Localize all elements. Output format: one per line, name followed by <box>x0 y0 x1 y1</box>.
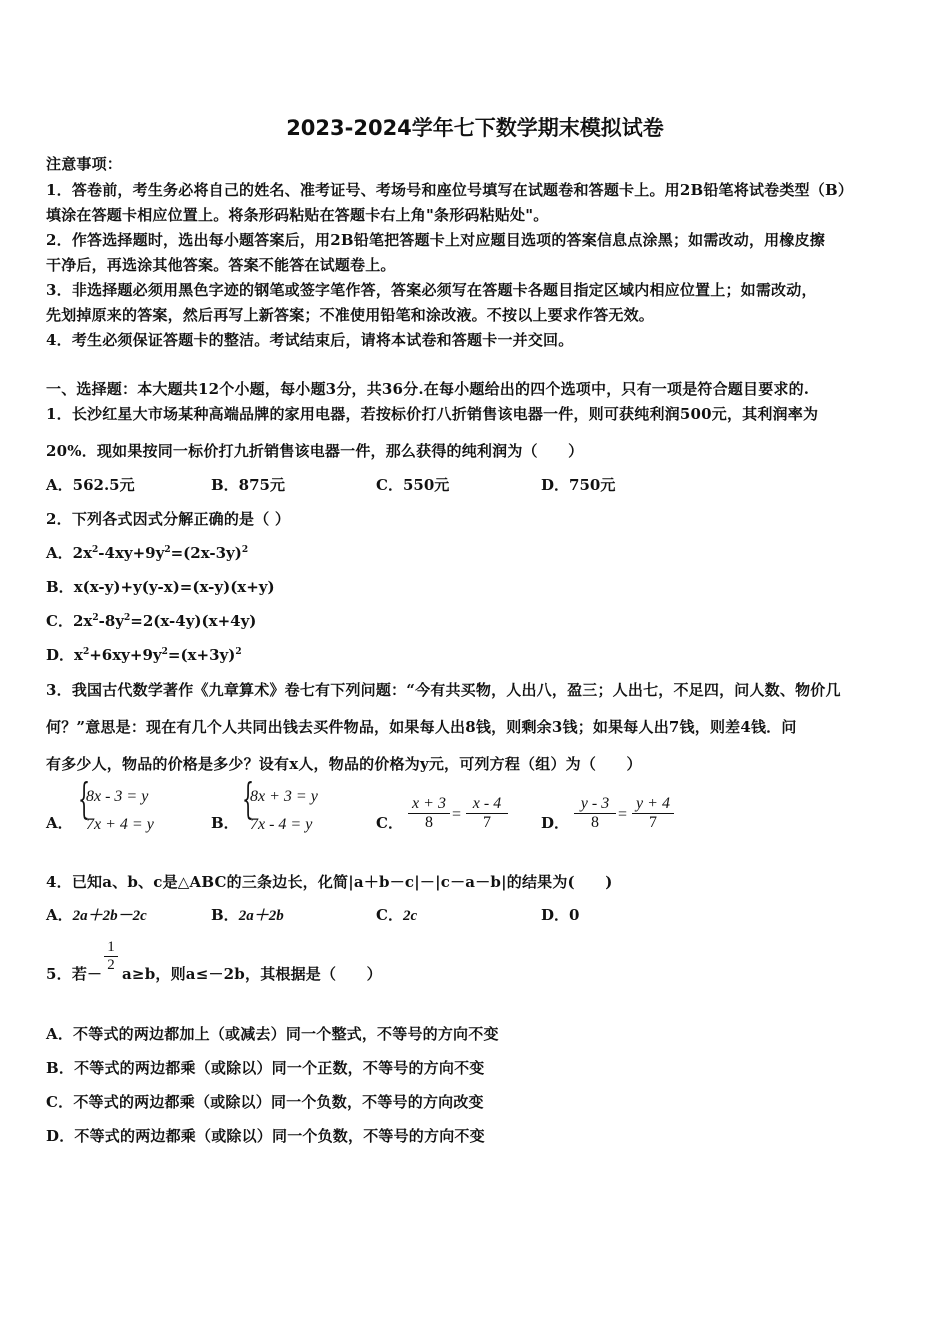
q3-stem-line2: 何？”意思是：现在有几个人共同出钱去买件物品，如果每人出8钱，则剩余3钱；如果每人出7钱，则差4钱．问 <box>46 718 797 736</box>
denominator: 2 <box>107 957 115 973</box>
q5-option-c: C．不等式的两边都乘（或除以）同一个负数，不等号的方向改变 <box>46 1093 484 1111</box>
q3-option-b-label: B． <box>211 814 239 832</box>
equation: 7x + 4 = y <box>86 816 154 833</box>
fraction-left <box>408 795 450 832</box>
denominator: 7 <box>649 814 657 831</box>
q5-option-b: B．不等式的两边都乘（或除以）同一个正数，不等号的方向不变 <box>46 1059 485 1077</box>
q1-option-c: C．550元 <box>376 476 450 494</box>
notice-line: 干净后，再选涂其他答案。答案不能答在试题卷上。 <box>46 256 396 274</box>
q1-stem-line2: 20%．现如果按同一标价打九折销售该电器一件，那么获得的纯利润为（ ） <box>46 442 584 460</box>
notice-line: 4．考生必须保证答题卡的整洁。考试结束后，请将本试卷和答题卡一并交回。 <box>46 331 574 349</box>
q5-fraction <box>104 939 118 974</box>
expr-part: 2x <box>72 612 93 630</box>
exponent: 2 <box>241 545 249 555</box>
option-value: 0 <box>569 906 580 924</box>
expr-part: x(x-y)+y(y-x)=(x-y)(x+y) <box>73 578 275 596</box>
numerator: x + 3 <box>408 795 450 814</box>
exponent: 2 <box>92 545 99 555</box>
expr-part: =(2x-3y) <box>170 544 242 562</box>
equals-sign: = <box>618 806 628 823</box>
notice-line: 2．作答选择题时，选出每小题答案后，用2B铅笔把答题卡上对应题目选项的答案信息点涂黑；如需改动，用橡皮擦 <box>46 231 825 249</box>
q2-option-d <box>46 644 242 665</box>
expr-part: =2(x-4y)(x+4y) <box>130 612 257 630</box>
option-label: A． <box>46 544 73 562</box>
q4-option-a <box>46 904 147 925</box>
q4-stem: 4．已知a、b、c是△ABC的三条边长，化简|a＋b－c|－|c－a－b|的结果为( ) <box>46 873 613 891</box>
q3-option-a-system <box>78 774 178 839</box>
option-value: 2a＋2b <box>238 908 284 924</box>
exponent: 2 <box>161 647 168 657</box>
option-value: 2a＋2b－2c <box>72 908 147 924</box>
option-label: C． <box>46 612 73 630</box>
equation: 7x - 4 = y <box>250 816 313 833</box>
section-heading: 一、选择题：本大题共12个小题，每小题3分，共36分.在每小题给出的四个选项中，只有一项是符合题目要求的. <box>46 380 810 398</box>
q3-stem-line1: 3．我国古代数学著作《九章算术》卷七有下列问题：“今有共买物，人出八，盈三；人出七，不足四，问人数、物价几 <box>46 681 841 699</box>
option-label: B． <box>211 906 239 924</box>
expr-part: +6xy+9y <box>89 646 162 664</box>
q4-option-d <box>541 904 579 925</box>
expr-part: =(x+3y) <box>167 646 236 664</box>
q4-option-b <box>211 904 284 925</box>
numerator: x - 4 <box>466 795 508 814</box>
expr-part: x <box>74 646 83 664</box>
numerator: y + 4 <box>632 795 674 814</box>
q4-option-c <box>376 904 417 925</box>
q5-stem-suffix: a≥b，则a≤－2b，其根据是（ ） <box>122 965 382 983</box>
denominator: 7 <box>483 814 491 831</box>
q3-option-b-system <box>242 774 342 839</box>
option-label: B． <box>46 578 74 596</box>
expr-part: 2x <box>72 544 93 562</box>
equals-sign: = <box>452 806 462 823</box>
brace-symbol: { <box>242 774 255 823</box>
notice-line: 1．答卷前，考生务必将自己的姓名、准考证号、考场号和座位号填写在试题卷和答题卡上。用2B铅笔将试卷类型（B） <box>46 181 854 199</box>
q2-option-b <box>46 576 275 597</box>
q1-option-a: A．562.5元 <box>46 476 135 494</box>
option-label: D． <box>541 906 570 924</box>
exponent: 2 <box>92 613 99 623</box>
q1-stem-line1: 1．长沙红星大市场某种高端品牌的家用电器，若按标价打八折销售该电器一件，则可获纯利润500元，其利润率为 <box>46 405 819 423</box>
exponent: 2 <box>164 545 171 555</box>
q1-option-b: B．875元 <box>211 476 285 494</box>
page-title: 2023-2024学年七下数学期末模拟试卷 <box>286 116 664 140</box>
numerator: 1 <box>104 939 118 957</box>
q1-option-d: D．750元 <box>541 476 616 494</box>
denominator: 8 <box>591 814 599 831</box>
equation: 8x - 3 = y <box>86 788 149 805</box>
expr-part: -4xy+9y <box>98 544 165 562</box>
q3-option-a-label: A． <box>46 814 73 832</box>
q5-stem-prefix: 5．若－ <box>46 965 103 983</box>
fraction-left <box>574 795 616 832</box>
q2-stem: 2．下列各式因式分解正确的是（ ） <box>46 510 291 528</box>
option-label: D． <box>46 646 75 664</box>
notice-line: 先划掉原来的答案，然后再写上新答案；不准使用铅笔和涂改液。不按以上要求作答无效。 <box>46 306 655 324</box>
q2-option-c <box>46 610 256 631</box>
q5-option-a: A．不等式的两边都加上（或减去）同一个整式，不等号的方向不变 <box>46 1025 499 1043</box>
numerator: y - 3 <box>574 795 616 814</box>
q3-option-c-label: C． <box>376 814 403 832</box>
notice-line: 填涂在答题卡相应位置上。将条形码粘贴在答题卡右上角"条形码粘贴处"。 <box>46 206 549 224</box>
exponent: 2 <box>235 647 242 657</box>
fraction-right <box>632 795 674 832</box>
q2-option-a <box>46 542 248 563</box>
notice-heading: 注意事项： <box>46 155 123 173</box>
brace-symbol: { <box>78 774 91 823</box>
exponent: 2 <box>124 613 131 623</box>
q3-option-d-label: D． <box>541 814 570 832</box>
notice-line: 3．非选择题必须用黑色字迹的钢笔或签字笔作答，答案必须写在答题卡各题目指定区域内相应位置上；如需改动， <box>46 281 817 299</box>
q3-stem-line3: 有多少人，物品的价格是多少？设有x人，物品的价格为y元，可列方程（组）为（ ） <box>46 755 642 773</box>
fraction-right <box>466 795 508 832</box>
expr-part: -8y <box>98 612 124 630</box>
denominator: 8 <box>425 814 433 831</box>
equation: 8x + 3 = y <box>250 788 318 805</box>
exponent: 2 <box>82 647 90 657</box>
q5-option-d: D．不等式的两边都乘（或除以）同一个负数，不等号的方向不变 <box>46 1127 485 1145</box>
option-label: A． <box>46 906 73 924</box>
option-value: 2c <box>402 908 418 924</box>
option-label: C． <box>376 906 403 924</box>
